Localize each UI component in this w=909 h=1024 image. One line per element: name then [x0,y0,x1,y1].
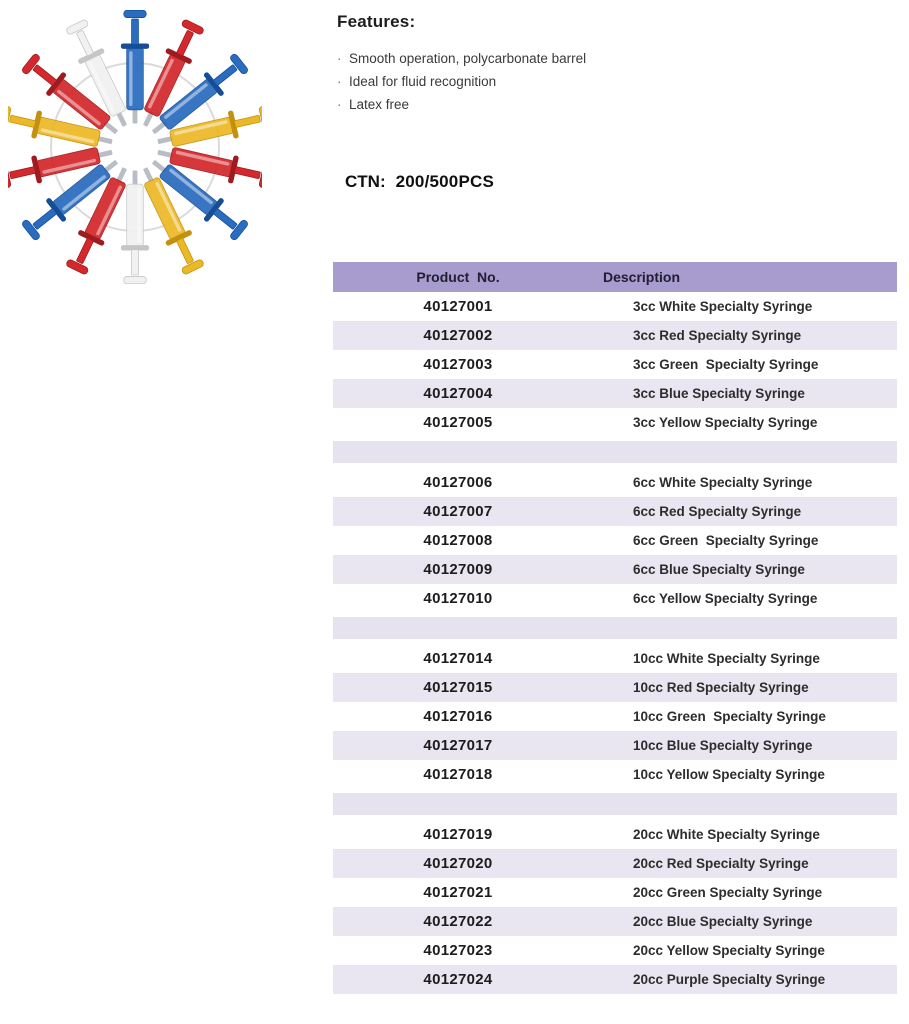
bullet-dot-icon: · [337,97,342,112]
description-cell: 20cc Yellow Specialty Syringe [633,943,825,958]
table-row [333,965,897,994]
description-cell: 3cc Red Specialty Syringe [633,328,802,343]
group-spacer-row [333,789,897,820]
table-header-row [333,262,897,292]
description-cell: 10cc Green Specialty Syringe [633,709,826,724]
description-cell: 10cc Blue Specialty Syringe [633,738,813,753]
table-row [333,321,897,350]
table-row [333,350,897,379]
description-cell: 6cc Green Specialty Syringe [633,533,819,548]
product-no-cell: 40127017 [423,737,493,754]
features-section [337,12,586,116]
feature-item [337,93,586,116]
description-cell: 10cc White Specialty Syringe [633,651,820,666]
feature-text: Smooth operation, polycarbonate barrel [349,51,587,66]
description-cell: 6cc Blue Specialty Syringe [633,562,805,577]
carton-label: CTN: [345,172,386,191]
features-list [337,47,586,116]
product-no-cell: 40127020 [423,855,493,872]
description-cell: 20cc Red Specialty Syringe [633,856,809,871]
description-cell: 3cc Green Specialty Syringe [633,357,819,372]
product-table [333,262,897,994]
spacer-band [333,441,897,463]
spacer-band [333,793,897,815]
table-row [333,644,897,673]
description-cell: 3cc White Specialty Syringe [633,299,813,314]
feature-text: Latex free [349,97,410,112]
spacer-band [333,617,897,639]
carton-info [345,172,494,192]
syringe-wheel-graphic [8,10,262,284]
description-cell: 3cc Yellow Specialty Syringe [633,415,818,430]
table-row [333,673,897,702]
header-description: Description [603,269,681,285]
product-no-cell: 40127005 [423,414,493,431]
product-no-cell: 40127021 [423,884,493,901]
product-no-cell: 40127010 [423,590,493,607]
bullet-dot-icon: · [337,51,342,66]
table-row [333,468,897,497]
table-row [333,379,897,408]
product-no-cell: 40127023 [423,942,493,959]
product-no-cell: 40127015 [423,679,493,696]
description-cell: 6cc White Specialty Syringe [633,475,813,490]
table-row [333,584,897,613]
feature-text: Ideal for fluid recognition [349,74,497,89]
description-cell: 20cc White Specialty Syringe [633,827,820,842]
product-no-cell: 40127016 [423,708,493,725]
product-no-cell: 40127014 [423,650,493,667]
syringe-wheel-image [8,10,262,284]
features-heading: Features: [337,12,416,31]
group-spacer-row [333,437,897,468]
description-cell: 20cc Purple Specialty Syringe [633,972,826,987]
table-row [333,292,897,321]
product-no-cell: 40127024 [423,971,493,988]
product-no-cell: 40127003 [423,356,493,373]
table-row [333,731,897,760]
table-row [333,820,897,849]
table-row [333,878,897,907]
description-cell: 10cc Yellow Specialty Syringe [633,767,825,782]
feature-item [337,70,586,93]
description-cell: 20cc Blue Specialty Syringe [633,914,813,929]
product-no-cell: 40127018 [423,766,493,783]
table-row [333,849,897,878]
feature-item [337,47,586,70]
product-no-cell: 40127007 [423,503,493,520]
table-row [333,555,897,584]
description-cell: 20cc Green Specialty Syringe [633,885,823,900]
table-row [333,702,897,731]
header-product-no: Product No. [416,269,500,285]
table-row [333,526,897,555]
product-no-cell: 40127008 [423,532,493,549]
group-spacer-row [333,613,897,644]
table-row [333,760,897,789]
bullet-dot-icon: · [337,74,342,89]
product-no-cell: 40127002 [423,327,493,344]
product-no-cell: 40127009 [423,561,493,578]
table-row [333,408,897,437]
table-row [333,907,897,936]
description-cell: 6cc Red Specialty Syringe [633,504,802,519]
description-cell: 6cc Yellow Specialty Syringe [633,591,818,606]
table-row [333,936,897,965]
product-no-cell: 40127006 [423,474,493,491]
product-no-cell: 40127001 [423,298,493,315]
product-no-cell: 40127022 [423,913,493,930]
product-no-cell: 40127004 [423,385,493,402]
description-cell: 3cc Blue Specialty Syringe [633,386,805,401]
table-body [333,292,897,994]
table-row [333,497,897,526]
carton-value: 200/500PCS [395,172,495,191]
description-cell: 10cc Red Specialty Syringe [633,680,809,695]
product-no-cell: 40127019 [423,826,493,843]
